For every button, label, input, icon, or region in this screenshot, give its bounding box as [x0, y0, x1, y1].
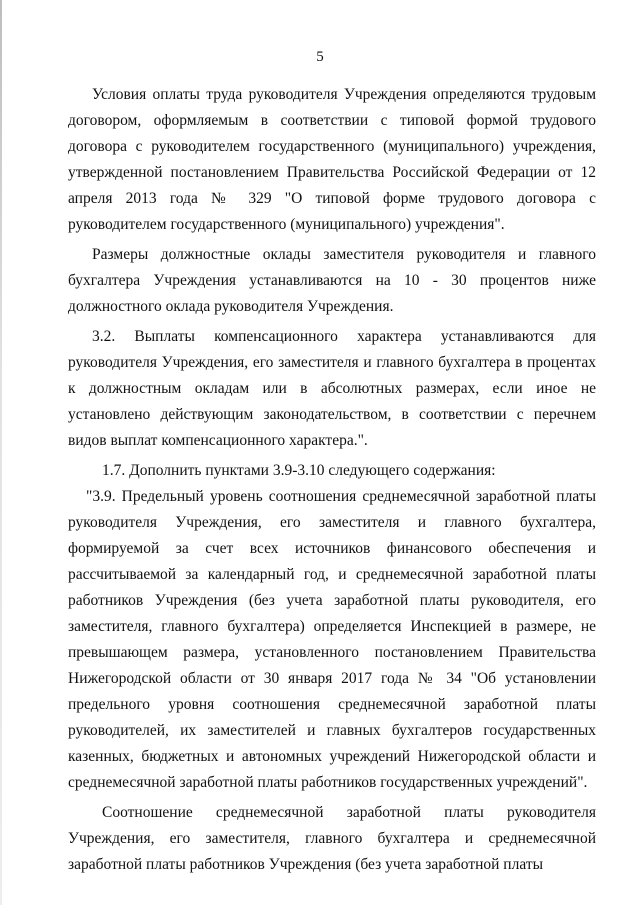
paragraph-salary-sizes: Размеры должностные оклады заместителя руководителя и главного бухгалтера Учреждения устанавливаются на 10 - 30 процентов ниже должностного оклада руководителя Учреждения. [68, 246, 596, 315]
paragraph-labor-conditions: Условия оплаты труда руководителя Учреждения определяются трудовым договором, оформляемым в соответствии с типовой формой трудового договора с руководителем государственного (муниципального) учреждения, утвержденной постановлением Правительства Российской Федерации от 12 апреля 2013 года № 329 "О типовой форме трудового договора с руководителем государственного (муниципального) учреждения". [68, 86, 596, 233]
paragraph-clause-1-7: 1.7. Дополнить пунктами 3.9-3.10 следующего содержания: [102, 462, 496, 479]
page-number: 5 [316, 49, 324, 65]
scan-edge-mark [0, 0, 2, 905]
paragraph-clause-3-2: 3.2. Выплаты компенсационного характера устанавливаются для руководителя Учреждения, его заместителя и главного бухгалтера в процентах к должностным окладам или в абсолютных размерах, если иное не установлено действующим законодательством, в соответствии с перечнем видов выплат компенсационного характера.". [68, 328, 596, 449]
document-body [68, 82, 596, 878]
paragraph-clause-3-9: "3.9. Предельный уровень соотношения среднемесячной заработной платы руководителя Учреждения, его заместителя и главного бухгалтера, формируемой за счет всех источников финансового обеспечения и рассчитываемой за календарный год, и среднемесячной заработной платы работников Учреждения (без учета заработной платы руководителя, его заместителя, главного бухгалтера) определяется Инспекцией в размере, не превышающем размера, установленного постановлением Правительства Нижегородской области от 30 января 2017 года № 34 "Об установлении предельного уровня соотношения среднемесячной заработной платы руководителей, их заместителей и главных бухгалтеров государственных казенных, бюджетных и автономных учреждений Нижегородской области и среднемесячной заработной платы работников государственных учреждений". [68, 488, 596, 791]
paragraph-ratio: Соотношение среднемесячной заработной платы руководителя Учреждения, его заместителя, главного бухгалтера и среднемесячной заработной платы работников Учреждения (без учета заработной платы [68, 804, 596, 873]
